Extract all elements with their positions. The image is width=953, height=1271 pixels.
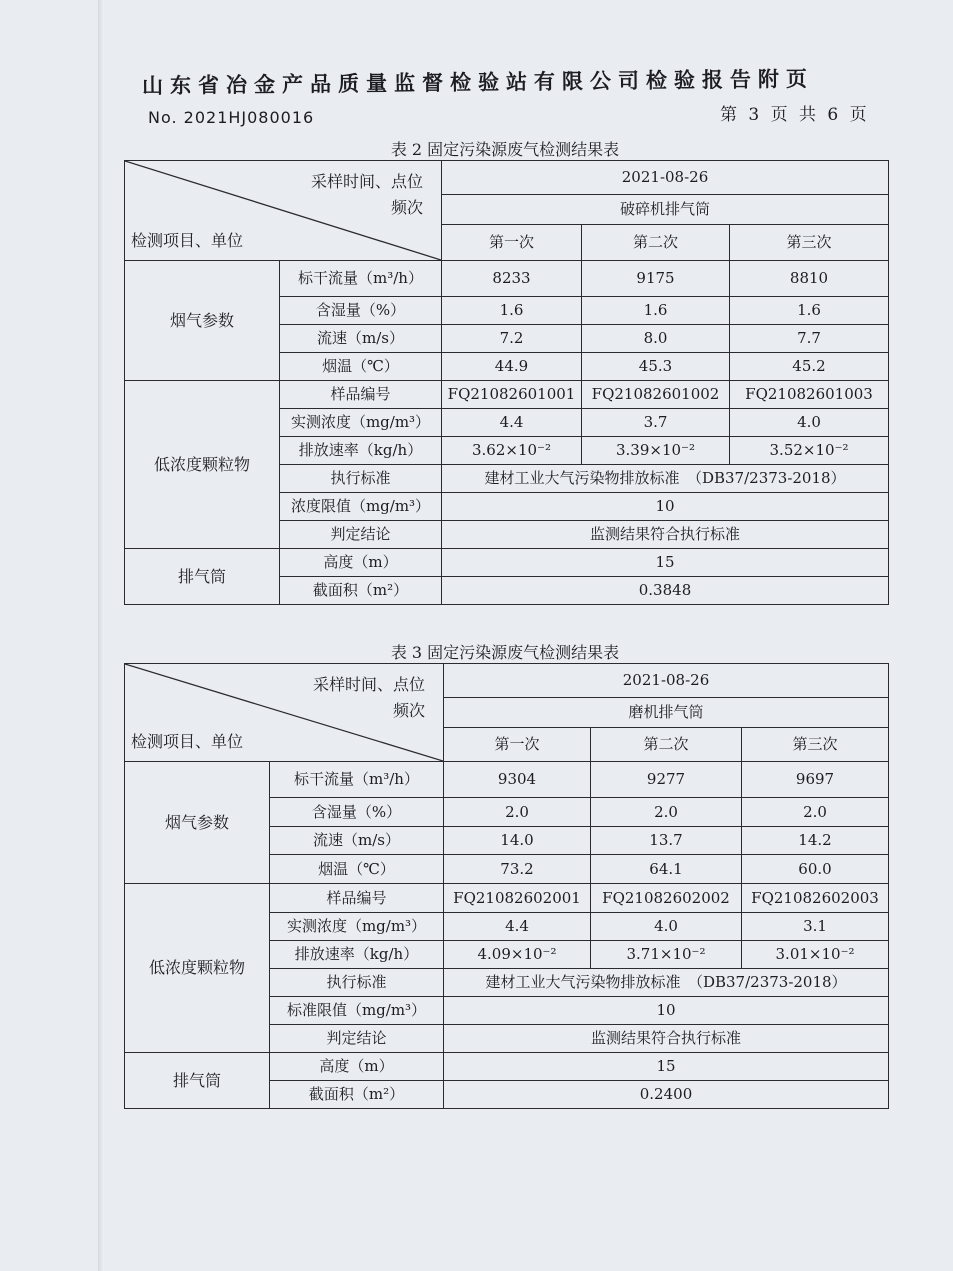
table-cell: 3.39×10⁻² xyxy=(582,437,730,465)
row-label: 标干流量（m³/h） xyxy=(280,261,442,297)
table-cell: 4.0 xyxy=(730,409,889,437)
table-cell: 7.2 xyxy=(442,325,582,353)
run-1-header: 第一次 xyxy=(442,225,582,261)
row-label: 流速（m/s） xyxy=(270,827,444,855)
group-low-conc-particulate: 低浓度颗粒物 xyxy=(125,381,280,549)
frequency-label: 频次 xyxy=(392,701,425,720)
table-cell: 9697 xyxy=(742,762,889,798)
table-2-caption: 表 2 固定污染源废气检测结果表 xyxy=(390,140,620,159)
sampling-time-location-label: 采样时间、点位 xyxy=(310,172,423,191)
standard-value: 建材工业大气污染物排放标准 （DB37/2373-2018） xyxy=(442,465,889,493)
limit-value: 10 xyxy=(442,493,889,521)
table-cell: 3.7 xyxy=(582,409,730,437)
table-cell: 7.7 xyxy=(730,325,889,353)
table-cell: 3.52×10⁻² xyxy=(730,437,889,465)
row-label: 执行标准 xyxy=(270,969,444,997)
area-value: 0.3848 xyxy=(442,577,889,605)
table-cell: 1.6 xyxy=(442,297,582,325)
sampling-location: 磨机排气筒 xyxy=(444,698,889,728)
table-3 xyxy=(124,663,889,1109)
row-label: 标准限值（mg/m³） xyxy=(270,997,444,1025)
conclusion-value: 监测结果符合执行标准 xyxy=(444,1025,889,1053)
row-label: 高度（m） xyxy=(270,1053,444,1081)
table-cell: 1.6 xyxy=(730,297,889,325)
row-label: 烟温（℃） xyxy=(280,353,442,381)
conclusion-value: 监测结果符合执行标准 xyxy=(442,521,889,549)
run-3-header: 第三次 xyxy=(730,225,889,261)
height-value: 15 xyxy=(442,549,889,577)
sampling-date: 2021-08-26 xyxy=(444,664,889,698)
run-2-header: 第二次 xyxy=(582,225,730,261)
sampling-location: 破碎机排气筒 xyxy=(442,195,889,225)
table-cell: 2.0 xyxy=(591,798,742,827)
table-cell: 44.9 xyxy=(442,353,582,381)
row-label: 实测浓度（mg/m³） xyxy=(270,913,444,941)
table-cell: FQ21082602003 xyxy=(742,884,889,913)
row-label: 样品编号 xyxy=(280,381,442,409)
table-cell: 8233 xyxy=(442,261,582,297)
table-cell: 4.4 xyxy=(442,409,582,437)
table-cell: 4.0 xyxy=(591,913,742,941)
frequency-label: 频次 xyxy=(390,198,423,217)
table-cell: 4.4 xyxy=(444,913,591,941)
table-cell: 14.0 xyxy=(444,827,591,855)
row-label: 样品编号 xyxy=(270,884,444,913)
row-label: 排放速率（kg/h） xyxy=(280,437,442,465)
table-cell: 64.1 xyxy=(591,855,742,884)
table-cell: 9277 xyxy=(591,762,742,798)
table-2 xyxy=(124,160,889,605)
item-unit-label: 检测项目、单位 xyxy=(131,732,244,752)
row-label: 判定结论 xyxy=(270,1025,444,1053)
table-cell: 9304 xyxy=(444,762,591,798)
table-cell: FQ21082601003 xyxy=(730,381,889,409)
row-label: 实测浓度（mg/m³） xyxy=(280,409,442,437)
table-cell: 45.2 xyxy=(730,353,889,381)
table-cell: 4.09×10⁻² xyxy=(444,941,591,969)
row-label: 烟温（℃） xyxy=(270,855,444,884)
table-cell: 1.6 xyxy=(582,297,730,325)
report-number: No. 2021HJ080016 xyxy=(148,108,315,127)
row-label: 含湿量（%） xyxy=(280,297,442,325)
row-label: 排放速率（kg/h） xyxy=(270,941,444,969)
row-label: 高度（m） xyxy=(280,549,442,577)
row-label: 截面积（m²） xyxy=(270,1081,444,1109)
page-indicator: 第 3 页 共 6 页 xyxy=(720,105,870,125)
standard-value: 建材工业大气污染物排放标准 （DB37/2373-2018） xyxy=(444,969,889,997)
table-cell: FQ21082601002 xyxy=(582,381,730,409)
row-label: 流速（m/s） xyxy=(280,325,442,353)
run-2-header: 第二次 xyxy=(591,728,742,762)
table-cell: 3.62×10⁻² xyxy=(442,437,582,465)
row-label: 浓度限值（mg/m³） xyxy=(280,493,442,521)
table-cell: 8.0 xyxy=(582,325,730,353)
table-cell: 2.0 xyxy=(742,798,889,827)
table-cell: 3.71×10⁻² xyxy=(591,941,742,969)
area-value: 0.2400 xyxy=(444,1081,889,1109)
run-3-header: 第三次 xyxy=(742,728,889,762)
table-cell: 45.3 xyxy=(582,353,730,381)
row-label: 截面积（m²） xyxy=(280,577,442,605)
table-cell: 8810 xyxy=(730,261,889,297)
limit-value: 10 xyxy=(444,997,889,1025)
table-3-caption: 表 3 固定污染源废气检测结果表 xyxy=(390,643,620,662)
diagonal-header-cell xyxy=(125,161,442,261)
sampling-time-location-label: 采样时间、点位 xyxy=(312,675,425,694)
table-cell: 73.2 xyxy=(444,855,591,884)
group-exhaust-stack: 排气筒 xyxy=(125,1053,270,1109)
group-exhaust-stack: 排气筒 xyxy=(125,549,280,605)
table-cell: 2.0 xyxy=(444,798,591,827)
group-flue-gas: 烟气参数 xyxy=(125,762,270,884)
row-label: 含湿量（%） xyxy=(270,798,444,827)
table-cell: 3.01×10⁻² xyxy=(742,941,889,969)
diagonal-header-cell xyxy=(125,664,444,762)
run-1-header: 第一次 xyxy=(444,728,591,762)
row-label: 执行标准 xyxy=(280,465,442,493)
table-cell: 9175 xyxy=(582,261,730,297)
row-label: 标干流量（m³/h） xyxy=(270,762,444,798)
table-cell: FQ21082602002 xyxy=(591,884,742,913)
row-label: 判定结论 xyxy=(280,521,442,549)
group-flue-gas: 烟气参数 xyxy=(125,261,280,381)
table-cell: FQ21082601001 xyxy=(442,381,582,409)
table-cell: 3.1 xyxy=(742,913,889,941)
table-cell: FQ21082602001 xyxy=(444,884,591,913)
sampling-date: 2021-08-26 xyxy=(442,161,889,195)
height-value: 15 xyxy=(444,1053,889,1081)
table-cell: 60.0 xyxy=(742,855,889,884)
report-header-title: 山东省冶金产品质量监督检验站有限公司检验报告附页 xyxy=(141,66,815,98)
item-unit-label: 检测项目、单位 xyxy=(131,231,244,251)
table-cell: 13.7 xyxy=(591,827,742,855)
table-cell: 14.2 xyxy=(742,827,889,855)
page-edge-shadow xyxy=(98,0,104,1271)
group-low-conc-particulate: 低浓度颗粒物 xyxy=(125,884,270,1053)
